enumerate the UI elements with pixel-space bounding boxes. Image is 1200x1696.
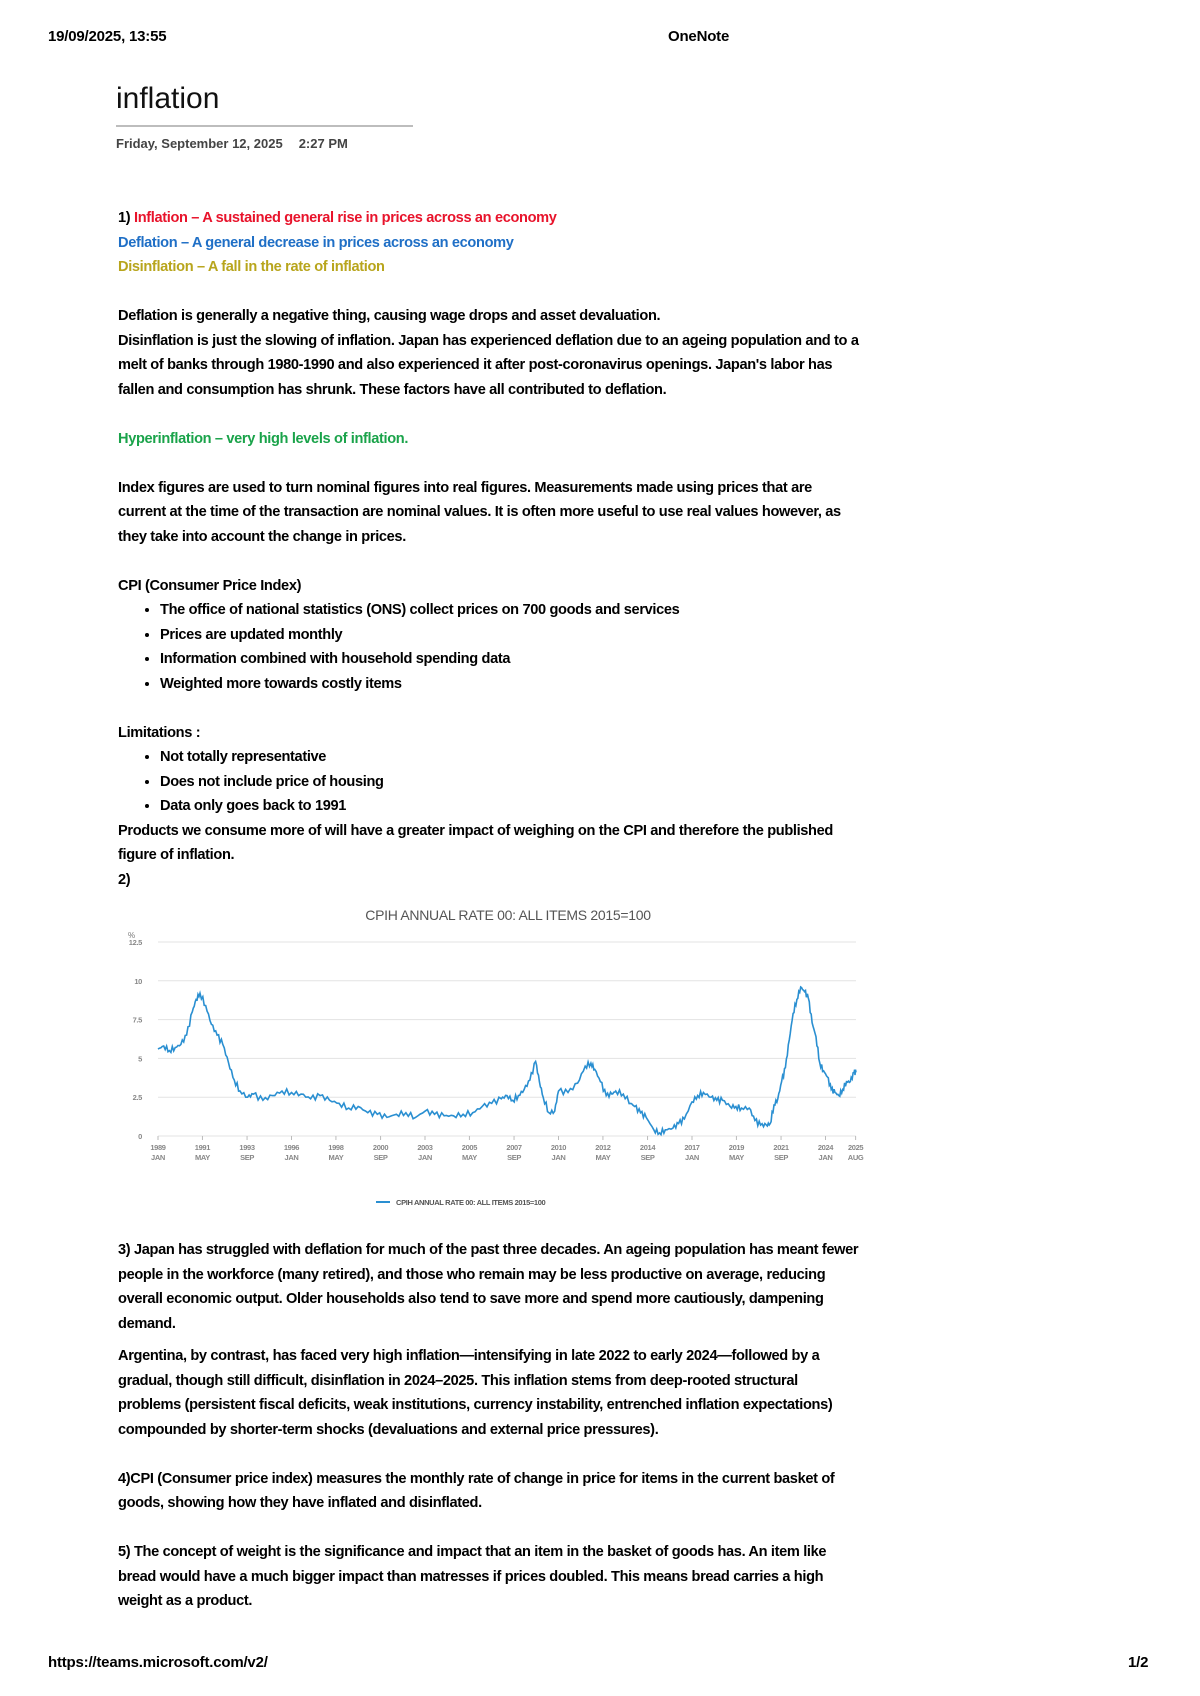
deflation-definition: Deflation – A general decrease in prices across an economy (118, 234, 514, 251)
y-tick-label: 7.5 (132, 1015, 142, 1025)
x-tick-year: 1993 (239, 1143, 255, 1152)
x-tick-month: SEP (507, 1153, 522, 1162)
x-tick-year: 1996 (283, 1143, 300, 1152)
note-body[interactable] (118, 206, 864, 1614)
print-footer-url[interactable]: https://teams.microsoft.com/v2/ (48, 1654, 268, 1671)
limitations-bullet-list (118, 745, 860, 819)
page-title[interactable]: inflation (116, 82, 220, 115)
disinflation-paragraph: Disinflation is just the slowing of inflation. Japan has experienced deflation due to an ageing population and to a melt of banks through 1980-1990 and also experienced it after post-coronavirus openings. Japan's labor has fallen and consumption has shrunk. These factors have all contributed to deflation. (118, 332, 859, 398)
x-tick-month: JAN (418, 1153, 432, 1162)
x-tick-year: 2010 (550, 1143, 567, 1152)
chart-y-ticks (129, 938, 142, 1141)
q3-paragraph: 3) Japan has struggled with deflation for much of the past three decades. An ageing population has meant fewer people in the workforce (many retired), and those who remain may be less productive on average, reducing overall economic output. Older households also tend to save more and spend more cautiously, dampening demand. (118, 1242, 859, 1332)
legend-label: CPIH ANNUAL RATE 00: ALL ITEMS 2015=100 (396, 1198, 546, 1207)
print-footer-page: 1/2 (1128, 1654, 1149, 1671)
x-tick-month: JAN (818, 1153, 833, 1162)
x-tick-month: SEP (640, 1153, 655, 1162)
x-tick-month: SEP (373, 1153, 388, 1162)
x-tick-year: 2005 (461, 1143, 478, 1152)
cpi-bullet: • Prices are updated monthly (160, 623, 860, 648)
y-tick-label: 10 (134, 976, 142, 986)
x-tick-year: 2021 (773, 1143, 789, 1152)
limitations-bullet: • Does not include price of housing (160, 770, 860, 795)
q5-paragraph: 5) The concept of weight is the significance and impact that an item in the basket of goods has. An item like bread would have a much bigger impact than matresses if prices doubled. This means bread carries a high weight as a product. (118, 1544, 827, 1609)
q4-paragraph: 4)CPI (Consumer price index) measures the monthly rate of change in price for items in the current basket of goods, showing how they have inflated and disinflated. (118, 1470, 835, 1511)
disinflation-definition: Disinflation – A fall in the rate of inflation (118, 259, 385, 275)
x-tick-month: MAY (595, 1153, 611, 1162)
chart-title: CPIH ANNUAL RATE 00: ALL ITEMS 2015=100 (365, 907, 651, 923)
x-tick-month: AUG (847, 1153, 864, 1162)
x-tick-year: 2003 (417, 1143, 433, 1152)
inflation-definition-text: Inflation – A sustained general rise in prices across an economy (133, 210, 557, 226)
x-tick-month: MAY (328, 1153, 344, 1162)
x-tick-year: 2025 (847, 1143, 864, 1152)
limitations-bullet: • Not totally representative (160, 745, 860, 770)
cpih-chart (118, 898, 864, 1238)
cpi-bullet-list (118, 598, 860, 696)
x-tick-month: MAY (728, 1153, 744, 1162)
x-tick-month: JAN (151, 1153, 165, 1162)
hyperinflation-definition: Hyperinflation – very high levels of inflation. (118, 430, 409, 447)
x-tick-year: 2017 (684, 1143, 700, 1152)
products-paragraph: Products we consume more of will have a greater impact of weighing on the CPI and therefore the published figure of inflation. (118, 822, 833, 863)
chart-legend (376, 1198, 546, 1207)
inflation-definition (118, 206, 860, 231)
x-tick-year: 2007 (506, 1143, 522, 1152)
index-figures-paragraph: Index figures are used to turn nominal figures into real figures. Measurements made using prices that are current at the time of the transaction are nominal values. It is often more useful to use real values however, as they take into account the change in prices. (118, 479, 841, 545)
y-tick-label: 2.5 (132, 1093, 142, 1103)
title-underline (116, 125, 413, 127)
cpi-bullet: • Information combined with household spending data (160, 647, 860, 672)
x-tick-year: 2012 (595, 1143, 611, 1152)
page-date-time: 2:27 PM (298, 136, 348, 151)
x-tick-month: JAN (551, 1153, 566, 1162)
limitations-heading: Limitations : (118, 724, 201, 741)
series-line-cpih (158, 987, 856, 1135)
x-tick-month: JAN (284, 1153, 299, 1162)
argentina-paragraph: Argentina, by contrast, has faced very high inflation—intensifying in late 2022 to early 2024—followed by a gradual, though still difficult, disinflation in 2024–2025. This inflation stems from deep-rooted structural problems (persistent fiscal deficits, weak institutions, currency instability, entrenched inflation expectations) compounded by shorter-term shocks (devaluations and external price pressures). (118, 1348, 833, 1438)
x-tick-year: 1998 (328, 1143, 344, 1152)
x-tick-year: 2024 (817, 1143, 834, 1152)
print-header-app: OneNote (668, 28, 730, 45)
y-tick-label: 12.5 (128, 938, 142, 947)
cpi-bullet: • Weighted more towards costly items (160, 672, 860, 697)
page-date (116, 136, 364, 151)
x-tick-year: 2014 (639, 1143, 656, 1152)
x-tick-month: JAN (685, 1153, 699, 1162)
x-tick-month: SEP (240, 1153, 255, 1162)
cpi-heading: CPI (Consumer Price Index) (118, 577, 302, 594)
x-tick-month: MAY (194, 1153, 210, 1162)
chart-x-ticks (150, 1136, 864, 1162)
cpi-bullet: • The office of national statistics (ONS) collect prices on 700 goods and services (160, 598, 860, 623)
chart-ylabel: % (128, 931, 135, 940)
cpih-chart-svg (118, 898, 864, 1238)
y-tick-label: 5 (138, 1054, 142, 1064)
x-tick-year: 2019 (728, 1143, 745, 1152)
deflation-paragraph: Deflation is generally a negative thing, causing wage drops and asset devaluation. (118, 308, 661, 324)
x-tick-month: MAY (461, 1153, 477, 1162)
chart-grid (158, 942, 856, 1136)
y-tick-label: 0 (138, 1132, 142, 1141)
limitations-bullet: • Data only goes back to 1991 (160, 794, 860, 819)
page-date-day: Friday, September 12, 2025 (116, 136, 283, 151)
x-tick-month: SEP (774, 1153, 789, 1162)
q1-label: 1) (118, 210, 134, 226)
q2-label: 2) (118, 871, 131, 888)
x-tick-year: 1991 (194, 1143, 211, 1152)
x-tick-year: 2000 (372, 1143, 389, 1152)
print-header-datetime: 19/09/2025, 13:55 (48, 28, 167, 45)
x-tick-year: 1989 (150, 1143, 166, 1152)
